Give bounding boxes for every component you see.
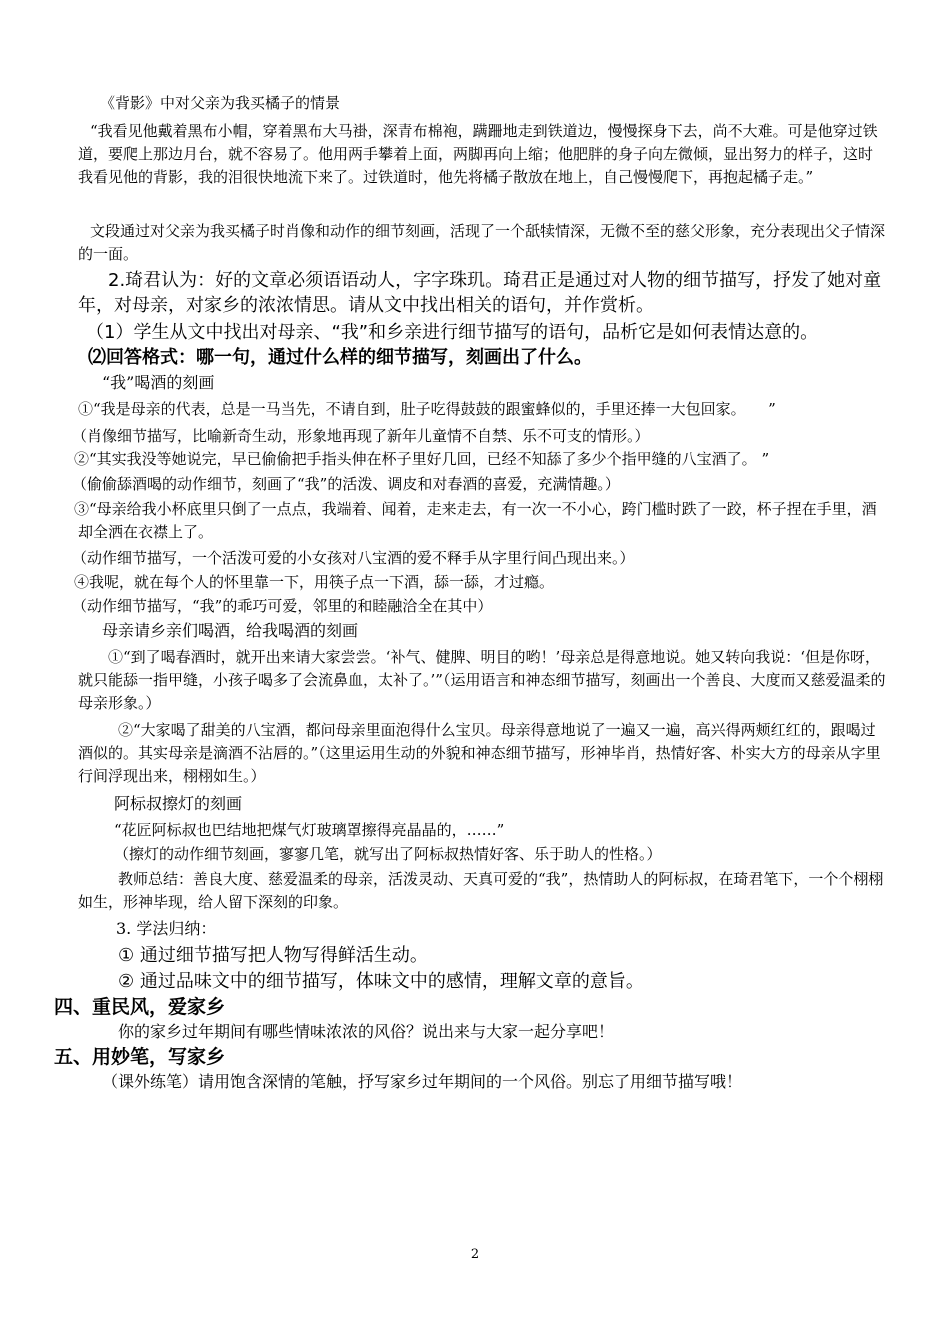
paragraph: （肖像细节描写，比喻新奇生动，形象地再现了新年儿童情不自禁、乐不可支的情形。） [72,427,650,445]
paragraph: ①“我是母亲的代表，总是一马当先，不请自到，肚子吃得鼓鼓的跟蜜蜂似的，手里还捧一大包回家。 ” [78,400,776,418]
paragraph: 3. 学法归纳： [116,919,217,938]
paragraph: ④我呢，就在每个人的怀里靠一下，用筷子点一下酒，舔一舔，才过瘾。 [74,573,555,591]
paragraph: ②“其实我没等她说完，早已偷偷把手指头伸在杯子里好几回，已经不知舔了多少个指甲缝的八宝酒了。 ” [74,450,770,468]
paragraph: ⑵回答格式：哪一句，通过什么样的细节描写，刻画出了什么。 [88,347,592,368]
paragraph: （擦灯的动作细节刻画，寥寥几笔，就写出了阿标叔热情好客、乐于助人的性格。） [114,845,662,863]
paragraph: （偷偷舔酒喝的动作细节，刻画了“我”的活泼、调皮和对春酒的喜爱，充满情趣。） [72,475,620,493]
paragraph: 文段通过对父亲为我买橘子时肖像和动作的细节刻画，活现了一个舐犊情深，无微不至的慈父形象，充分表现出父子情深的一面。 [78,222,886,263]
paragraph: “我看见他戴着黑布小帽，穿着黑布大马褂，深青布棉袍，蹒跚地走到铁道边，慢慢探身下去，尚不大难。可是他穿过铁道，要爬上那边月台，就不容易了。他用两手攀着上面，两脚再向上缩；他肥胖的身子向左微倾，显出努力的样子，这时我看见他的背影，我的泪很快地流下来了。过铁道时，他先将橘子散放在地上，自己慢慢爬下，再抱起橘子走。” [78,122,878,186]
paragraph: ③“母亲给我小杯底里只倒了一点点，我端着、闻着，走来走去，有一次一不小心，跨门槛时跌了一跤，杯子捏在手里，酒却全洒在衣襟上了。 [74,500,877,541]
paragraph: 《背影》中对父亲为我买橘子的情景 [100,94,341,112]
section-heading: 五、用妙笔，写家乡 [54,1046,226,1068]
paragraph: ①“到了喝春酒时，就开出来请大家尝尝。‘补气、健脾、明目的哟！’母亲总是得意地说。她又转向我说：‘但是你呀，就只能舔一指甲缝，小孩子喝多了会流鼻血，太补了。’”（运用语言和神态细节描写，刻画出一个善良、大度而又慈爱温柔的母亲形象。） [78,648,886,712]
paragraph: （动作细节描写，一个活泼可爱的小女孩对八宝酒的爱不释手从字里行间凸现出来。） [72,549,635,567]
paragraph: （课外练笔）请用饱含深情的笔触，抒写家乡过年期间的一个风俗。别忘了用细节描写哦！ [102,1072,743,1091]
page-number: 2 [470,1247,480,1262]
paragraph: “我”喝酒的刻画 [102,373,215,392]
paragraph: 阿标叔擦灯的刻画 [114,794,243,813]
paragraph: （动作细节描写，“我”的乖巧可爱，邻里的和睦融洽全在其中） [72,597,493,615]
paragraph: ②“大家喝了甜美的八宝酒，都问母亲里面泡得什么宝贝。母亲得意地说了一遍又一遍，高兴得两颊红红的，跟喝过酒似的。其实母亲是滴酒不沾唇的。”（这里运用生动的外貌和神态细节描写，形神毕肖，热情好客、朴实大方的母亲从字里行间浮现出来，栩栩如生。） [78,721,881,785]
paragraph: 2.琦君认为：好的文章必须语语动人，字字珠玑。琦君正是通过对人物的细节描写，抒发了她对童年，对母亲，对家乡的浓浓情思。请从文中找出相关的语句，并作赏析。 [78,270,882,316]
paragraph: ② 通过品味文中的细节描写，体味文中的感情，理解文章的意旨。 [118,971,644,992]
paragraph: 母亲请乡亲们喝酒，给我喝酒的刻画 [102,621,359,640]
paragraph: “花匠阿标叔也巴结地把煤气灯玻璃罩擦得亮晶晶的，……” [114,821,505,839]
paragraph: 你的家乡过年期间有哪些情味浓浓的风俗？说出来与大家一起分享吧！ [118,1022,615,1041]
section-heading: 四、重民风，爱家乡 [54,996,226,1018]
paragraph: ① 通过细节描写把人物写得鲜活生动。 [118,945,428,966]
paragraph: 教师总结：善良大度、慈爱温柔的母亲，活泼灵动、天真可爱的“我”，热情助人的阿标叔，在琦君笔下，一个个栩栩如生，形神毕现，给人留下深刻的印象。 [78,870,884,911]
paragraph: （1）学生从文中找出对母亲、“我”和乡亲进行细节描写的语句，品析它是如何表情达意的。 [86,322,819,343]
